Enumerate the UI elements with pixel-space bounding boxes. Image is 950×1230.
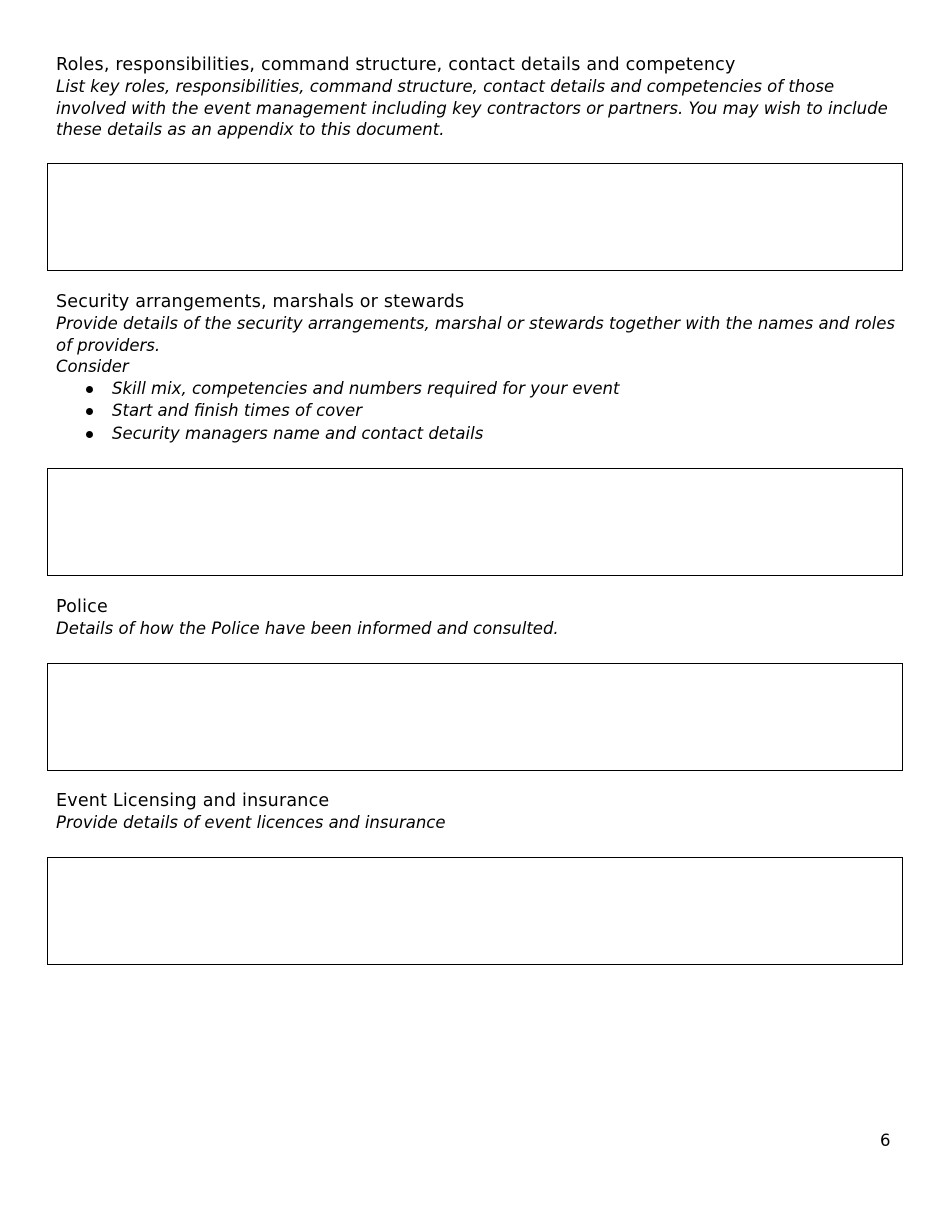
licensing-input-box[interactable] xyxy=(47,857,903,965)
licensing-section xyxy=(56,791,896,834)
bullet-dot-icon xyxy=(86,408,93,415)
roles-description: List key roles, responsibilities, command structure, contact details and competencies of those involved with the event management including key contractors or partners. You may wish to include these details as an appendix to this document. xyxy=(56,77,888,139)
roles-input-box[interactable] xyxy=(47,163,903,271)
police-description: Details of how the Police have been informed and consulted. xyxy=(56,619,559,638)
bullet-text: Skill mix, competencies and numbers required for your event xyxy=(112,378,620,398)
police-section xyxy=(56,597,896,640)
security-consider-label: Consider xyxy=(56,357,129,376)
bullet-text: Start and finish times of cover xyxy=(112,401,362,420)
list-item xyxy=(56,378,896,401)
police-input-box[interactable] xyxy=(47,663,903,771)
security-input-box[interactable] xyxy=(47,468,903,576)
bullet-text: Security managers name and contact details xyxy=(112,423,484,443)
page-number: 6 xyxy=(880,1131,891,1150)
security-bullet-list xyxy=(56,378,896,446)
licensing-heading: Event Licensing and insurance xyxy=(56,791,330,811)
security-description: Provide details of the security arrangements, marshal or stewards together with the names and roles of providers. xyxy=(56,314,895,355)
bullet-dot-icon xyxy=(86,431,93,438)
roles-heading: Roles, responsibilities, command structure, contact details and competency xyxy=(56,55,736,75)
roles-section xyxy=(56,55,896,141)
bullet-dot-icon xyxy=(86,386,93,393)
list-item xyxy=(56,423,896,446)
security-section xyxy=(56,292,896,445)
list-item xyxy=(56,400,896,423)
security-heading: Security arrangements, marshals or stewards xyxy=(56,292,465,312)
police-heading: Police xyxy=(56,597,108,617)
licensing-description: Provide details of event licences and insurance xyxy=(56,813,446,832)
